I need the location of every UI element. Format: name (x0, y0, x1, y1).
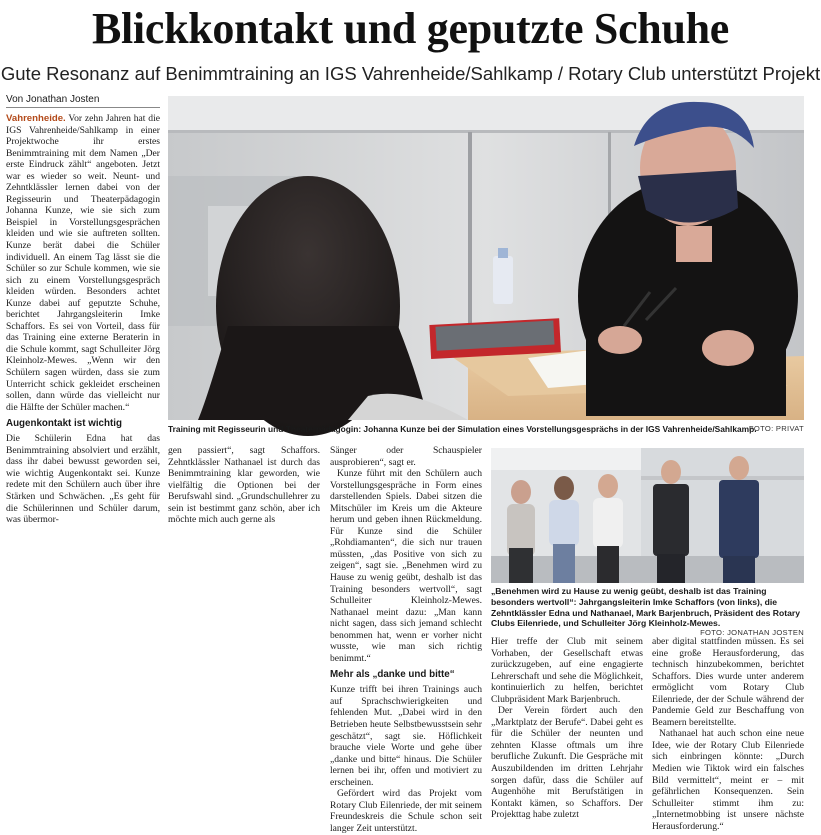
photo-training-illustration (168, 96, 804, 420)
photo-group (491, 448, 804, 583)
subheading-danke-bitte: Mehr als „danke und bitte“ (330, 669, 455, 681)
subheadline: Gute Resonanz auf Benimmtraining an IGS Vahrenheide/Sahlkamp / Rotary Club unterstützt Projekt (0, 63, 821, 84)
headline: Blickkontakt und geputzte Schuhe (91, 4, 730, 53)
subheading-augenkontakt: Augenkontakt ist wichtig (6, 418, 122, 430)
paragraph: Gefördert wird das Projekt vom Rotary Club Eilenriede, der mit seinem Freundeskreis die Schule schon seit langer Zeit unterstützt. (330, 788, 482, 834)
paragraph: Sänger oder Schauspieler ausprobieren“, sagt er. (330, 445, 482, 468)
paragraph: Kunze trifft bei ihren Trainings auch auf Sprachschwierigkeiten und fehlenden Mut. „Dabei wird in den Betrieben heute Selbstbewusstsein sehr geschätzt“, sagt sie. Höflichkeit brauche viele Worte und gehe über „danke und bitte“ hinaus. Die Schüler lernen bei ihr, offen und motiviert zu erscheinen. (330, 684, 482, 788)
article-column-5 (652, 636, 804, 832)
paragraph: Hier treffe der Club mit seinem Vorhaben, der Gesellschaft etwas zurückzugeben, auf eine engagierte Lehrerschaft und sehe die Möglichkeit, kontinuierlich zu helfen, berichtet Clubpräsident Mark Barjenbruch. (491, 636, 643, 705)
header-rule (6, 107, 160, 108)
photo-group-credit: FOTO: JONATHAN JOSTEN (700, 628, 804, 638)
article-column-2 (168, 445, 320, 526)
photo-group-illustration (491, 448, 804, 583)
paragraph: Die Schülerin Edna hat das Benimmtraining absolviert und erzählt, dass ihr dabei bewusst geworden sei, wie wichtig Augenkontakt sei. Kunze redete mit den Schülern auch über ihre Stärken und Schwächen. „Es geht für die Schülerinnen und Schüler darum, was übermor- (6, 433, 160, 526)
byline: Von Jonathan Josten (6, 94, 100, 105)
paragraph: Der Verein fördert auch den „Marktplatz der Berufe“. Dabei geht es für die Schüler der neunten und zehnten Klasse oftmals um ihre berufliche Zukunft. Die Gespräche mit Auszubildenden im dritten Lehrjahr sorgen dafür, dass die Schüler auf Augenhöhe mit Berufstätigen in Kontakt kämen, so Schaffors. Der Projekttag habe zuletzt (491, 705, 643, 821)
article-column-1 (6, 113, 160, 526)
paragraph: Kunze führt mit den Schülern auch Vorstellungsgespräche in Form eines darstellenden Spiels. Dabei sitzen die Mitschüler im Kreis um die Akteure herum und geben ihnen Rückmeldung. Für Kunze sind die Schüler „Rohdiamanten“, die sich nur trauen müssten, „das Positive von sich zu zeigen“, sagt sie. „Benehmen wird zu Hause zu wenig geübt, deshalb ist das Training besonders wertvoll“, sagt Schulleiter Kleinholz-Mewes. Nathanael meint dazu: „Man kann nicht sagen, dass sich jemand schlecht benommen hat, wenn er vorher nicht wusste, wie man sich richtig benimmt.“ (330, 468, 482, 664)
dateline: Vahrenheide. (6, 113, 66, 124)
article-column-4 (491, 636, 643, 821)
photo-training-credit: FOTO: PRIVAT (748, 424, 804, 433)
paragraph: aber digital stattfinden müssen. Es sei eine große Herausforderung, das technisch hinzubekommen, berichtet Schaffors. Dies wurde unter anderem ermöglicht vom Rotary Club Eilenriede, der der Schule während der Pandemie Geld zur Beschaffung von Beamern bereitstellte. (652, 636, 804, 728)
paragraph: gen passiert“, sagt Schaffors. Zehntklässler Nathanael ist durch das Benimmtraining klar geworden, wie vielfältig die Optionen bei der Berufswahl sind. „Grundschullehrer zu sein ist bestimmt ganz schön, aber ich möchte mich auch gerne als (168, 445, 320, 526)
photo-training (168, 96, 804, 420)
photo-training-caption: Training mit Regisseurin und Theaterpädagogin: Johanna Kunze bei der Simulation eines Vorstellungsgesprächs in der IGS Vahrenheide/Sahlkamp. FOTO: PRIVAT (168, 424, 804, 434)
paragraph: Vahrenheide. Vor zehn Jahren hat die IGS Vahrenheide/Sahlkamp in einer Projektwoche ihr erstes Benimmtraining mit dem Namen „Der erste Eindruck zählt“ angeboten. Jetzt war es wieder so weit. Neunt- und Zehntklässler lernen dabei von der Regisseurin und Theaterpädagogin Johanna Kunze, wie sie sich zum Beispiel in Vorstellungsgesprächen kleiden und wie sie auftreten sollten. Kunze berät dabei die Schüler individuell. An einem Tag lässt sie die Schüler so zur Schule kommen, wie sie sich zu einem Vorstellungsgespräch kleiden würden. Besonders achtet Kunze dabei auf geputzte Schuhe, berichtet Jahrgangsleiterin Imke Schaffors. Es sei von Vorteil, dass für das Training eine externe Beraterin in die Schule kommt, sagt Schulleiter Jörg Kleinholz-Mewes. „Wenn wir den Schülern sagen würden, dass sie zum Unterricht schick gekleidet erscheinen sollen, dann würde das vielleicht nur die Hälfte der Schüler machen.“ (6, 113, 160, 413)
article-column-3 (330, 445, 482, 835)
photo-group-caption: „Benehmen wird zu Hause zu wenig geübt, deshalb ist das Training besonders wertvoll“: Jahrgangsleiterin Imke Schaffors (von links), die Zehntklässler Edna und Nathanael, Mark Barjenbruch, Präsident des Rotary Clubs Eilenriede, und Schulleiter Jörg Kleinholz-Mewes. FOTO: JONATHAN JOSTEN (491, 586, 804, 638)
paragraph: Nathanael hat auch schon eine neue Idee, wie der Rotary Club Eilenriede sich einbringen könnte: „Durch Medien wie Tiktok wird ein falsches Bild vermittelt“, meint er – mit gefährlichen Konsequenzen. Sein Schulleiter stimmt ihm zu: „Internetmobbing ist unsere nächste Herausforderung.“ (652, 728, 804, 832)
